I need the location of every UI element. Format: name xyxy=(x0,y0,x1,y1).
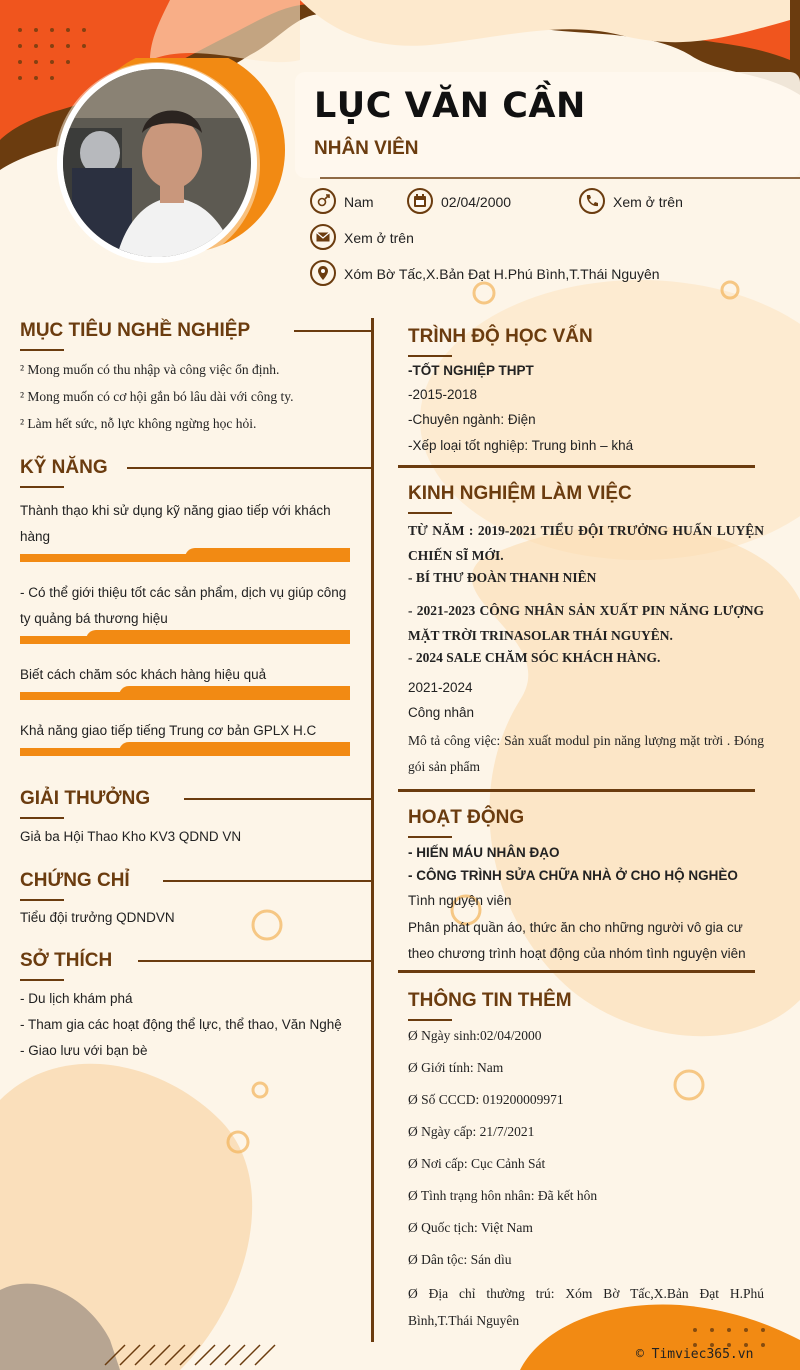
gender-value: Nam xyxy=(344,194,374,210)
section-divider xyxy=(398,465,755,468)
education-major: -Chuyên ngành: Điện xyxy=(408,412,536,427)
extra-info-item: Ø Tình trạng hôn nhân: Đã kết hôn xyxy=(408,1188,598,1203)
heading-underline xyxy=(408,836,452,838)
objective-item: ² Mong muốn có thu nhập và công việc ổn định. xyxy=(20,362,280,377)
skill-bar xyxy=(20,686,350,700)
experience-line: TỪ NĂM : 2019-2021 TIỂU ĐỘI TRƯỞNG HUẤN LUYỆN CHIẾN SĨ MỚI. xyxy=(408,523,764,563)
skill-bar-fill xyxy=(119,742,350,756)
experience-line: - 2024 SALE CHĂM SÓC KHÁCH HÀNG. xyxy=(408,650,661,665)
skill-label: Khả năng giao tiếp tiếng Trung cơ bản GPLX H.C xyxy=(20,723,317,738)
section-divider xyxy=(398,789,755,792)
heading-underline xyxy=(20,486,64,488)
activity-line: - HIẾN MÁU NHÂN ĐẠO xyxy=(408,845,560,860)
skill-bar-fill xyxy=(185,548,350,562)
awards-text: Giả ba Hội Thao Kho KV3 QDND VN xyxy=(20,829,242,844)
education-rank: -Xếp loại tốt nghiệp: Trung bình – khá xyxy=(408,438,634,453)
address-value: Xóm Bờ Tấc,X.Bản Đạt H.Phú Bình,T.Thái Nguyên xyxy=(344,266,660,282)
heading-underline xyxy=(20,899,64,901)
hobbies-heading: SỞ THÍCH xyxy=(20,950,113,971)
hobby-item: - Giao lưu với bạn bè xyxy=(20,1043,148,1058)
activities-heading: HOẠT ĐỘNG xyxy=(408,807,525,828)
skill-bar xyxy=(20,742,350,756)
heading-rule xyxy=(294,330,371,332)
extra-info-item: Ø Giới tính: Nam xyxy=(408,1060,504,1075)
heading-rule xyxy=(127,467,371,469)
phone-icon xyxy=(579,188,605,214)
skill-label: - Có thể giới thiệu tốt các sản phẩm, dịch vụ giúp công ty quảng bá thương hiệu xyxy=(20,585,347,626)
skill-bar xyxy=(20,630,350,644)
experience-line: - 2021-2023 CÔNG NHÂN SẢN XUẤT PIN NĂNG LƯỢNG MẶT TRỜI TRINASOLAR THÁI NGUYÊN. xyxy=(408,603,764,643)
extra-info-item: Ø Nơi cấp: Cục Cảnh Sát xyxy=(408,1156,546,1171)
skill-bar xyxy=(20,548,350,562)
heading-underline xyxy=(20,817,64,819)
extra-info-address: Ø Địa chỉ thường trú: Xóm Bờ Tấc,X.Bản Đạt H.Phú Bình,T.Thái Nguyên xyxy=(408,1286,764,1328)
heading-underline xyxy=(20,979,64,981)
certificates-heading: CHỨNG CHỈ xyxy=(20,870,130,891)
heading-rule xyxy=(163,880,371,882)
heading-underline xyxy=(408,512,452,514)
extra-info-item: Ø Ngày cấp: 21/7/2021 xyxy=(408,1124,535,1139)
objective-heading: MỤC TIÊU NGHỀ NGHIỆP xyxy=(20,320,251,341)
email-icon xyxy=(310,224,336,250)
skill-label: Thành thạo khi sử dụng kỹ năng giao tiếp với khách hàng xyxy=(20,503,331,544)
heading-underline xyxy=(408,355,452,357)
heading-underline xyxy=(408,1019,452,1021)
education-school: -TỐT NGHIỆP THPT xyxy=(408,363,534,378)
experience-period: 2021-2024 xyxy=(408,680,473,695)
heading-rule xyxy=(138,960,371,962)
email-value: Xem ở trên xyxy=(344,230,414,246)
candidate-name: LỤC VĂN CẦN xyxy=(314,86,586,126)
experience-description: Mô tả công việc: Sản xuất modul pin năng lượng mặt trời . Đóng gói sản phẩm xyxy=(408,733,764,774)
extra-info-item: Ø Ngày sinh:02/04/2000 xyxy=(408,1028,542,1043)
avatar xyxy=(52,58,292,278)
skill-bar-fill xyxy=(119,686,350,700)
awards-heading: GIẢI THƯỞNG xyxy=(20,788,151,809)
heading-underline xyxy=(20,349,64,351)
skill-bar-fill xyxy=(86,630,350,644)
section-divider xyxy=(398,970,755,973)
experience-position: Công nhân xyxy=(408,705,475,720)
objective-item: ² Làm hết sức, nỗ lực không ngừng học hỏi. xyxy=(20,416,257,431)
location-icon xyxy=(310,260,336,286)
activity-line: - CÔNG TRÌNH SỬA CHỮA NHÀ Ở CHO HỘ NGHÈO xyxy=(408,868,738,883)
skills-heading: KỸ NĂNG xyxy=(20,457,108,478)
extra-info-item: Ø Dân tộc: Sán dìu xyxy=(408,1252,512,1267)
extra-info-heading: THÔNG TIN THÊM xyxy=(408,990,572,1011)
heading-rule xyxy=(184,798,371,800)
phone-value: Xem ở trên xyxy=(613,194,683,210)
certificates-text: Tiểu đội trưởng QDNDVN xyxy=(20,910,175,925)
watermark: © Timviec365.vn xyxy=(636,1347,754,1362)
skill-label: Biết cách chăm sóc khách hàng hiệu quả xyxy=(20,667,267,682)
hobby-item: - Tham gia các hoạt động thể lực, thể thao, Văn Nghệ xyxy=(20,1017,342,1032)
job-title: NHÂN VIÊN xyxy=(314,138,419,159)
birthday-value: 02/04/2000 xyxy=(441,194,512,210)
extra-info-item: Ø Số CCCD: 019200009971 xyxy=(408,1092,564,1107)
education-heading: TRÌNH ĐỘ HỌC VẤN xyxy=(408,326,593,347)
calendar-icon xyxy=(407,188,433,214)
hobby-item: - Du lịch khám phá xyxy=(20,991,133,1006)
activity-role: Tình nguyện viên xyxy=(408,893,512,908)
education-years: -2015-2018 xyxy=(408,387,478,402)
objective-item: ² Mong muốn có cơ hội gắn bó lâu dài với công ty. xyxy=(20,389,294,404)
gender-icon xyxy=(310,188,336,214)
experience-heading: KINH NGHIỆM LÀM VIỆC xyxy=(408,483,632,504)
activity-description: Phân phát quần áo, thức ăn cho những người vô gia cư theo chương trình hoạt động của nhóm tình nguyện viên xyxy=(408,920,746,961)
experience-line: - BÍ THƯ ĐOÀN THANH NIÊN xyxy=(408,570,597,585)
extra-info-item: Ø Quốc tịch: Việt Nam xyxy=(408,1220,533,1235)
